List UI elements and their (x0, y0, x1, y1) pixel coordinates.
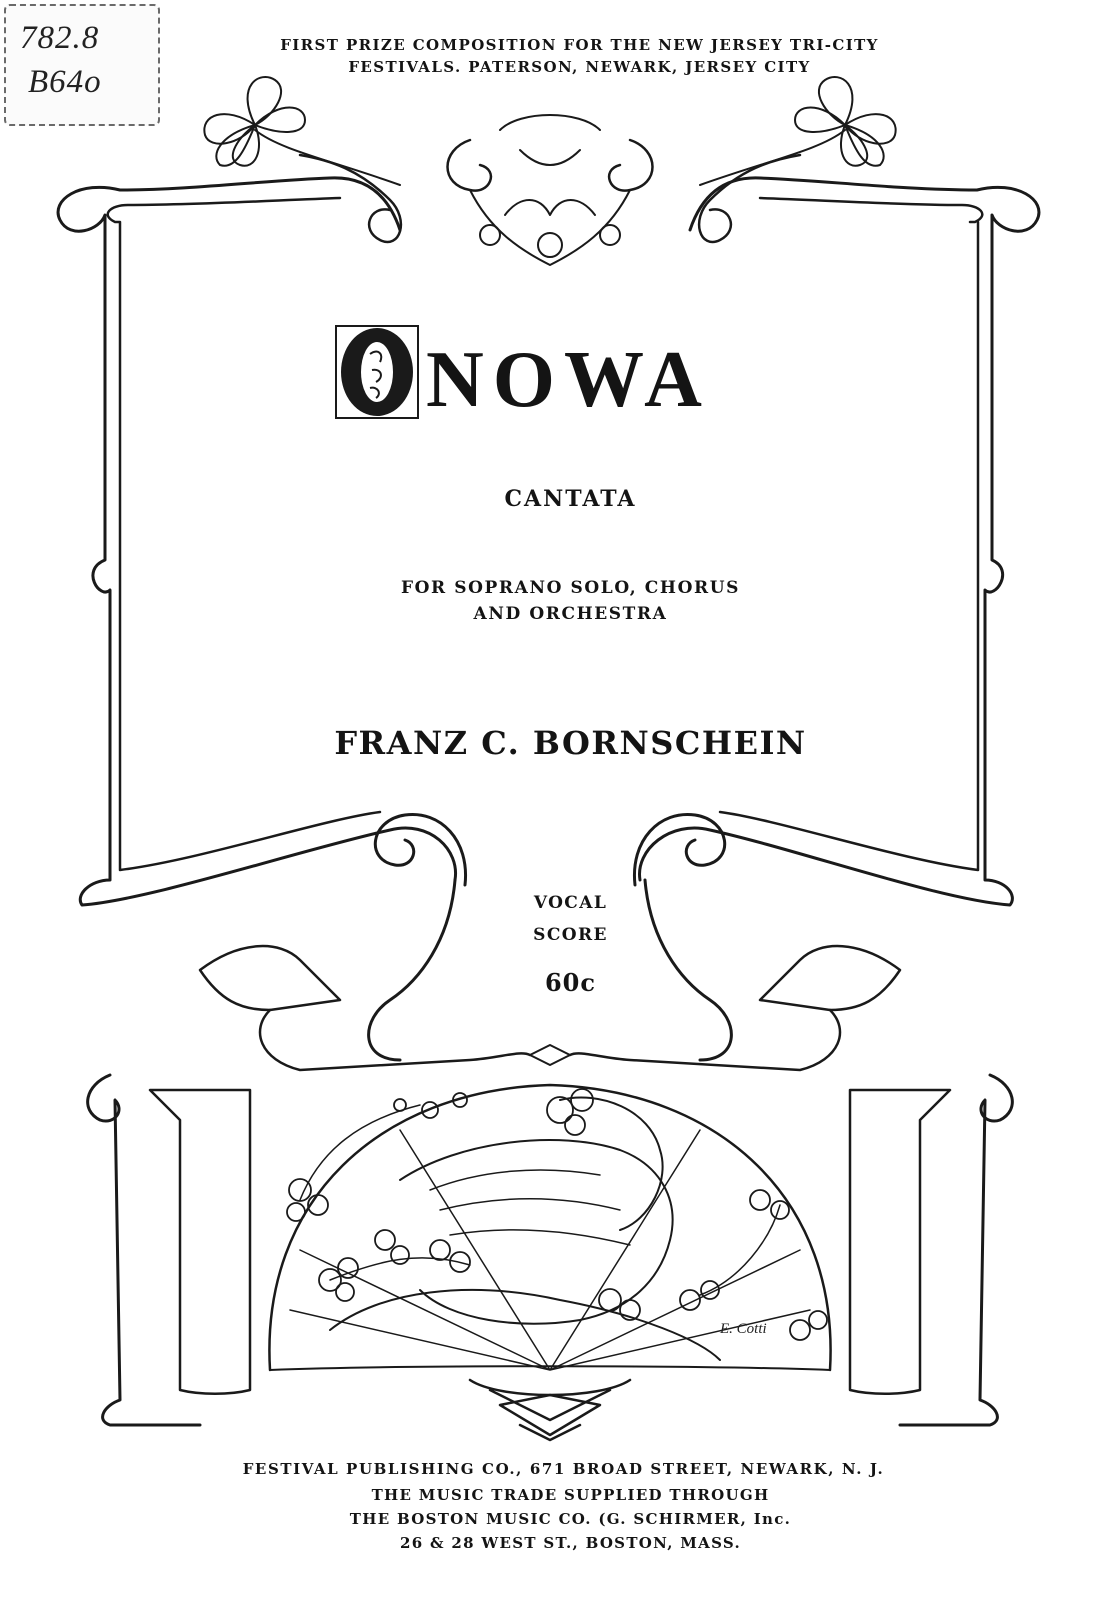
decorated-initial-box (334, 324, 420, 420)
work-genre: CANTATA (504, 486, 637, 512)
prize-note-line-1: FIRST PRIZE COMPOSITION FOR THE NEW JERSEY TRI-CITY (280, 36, 879, 54)
frame-inner-line (108, 198, 983, 870)
edition-line-2: SCORE (533, 925, 608, 945)
publisher-line-2: THE MUSIC TRADE SUPPLIED THROUGH (371, 1486, 770, 1504)
work-title (334, 320, 711, 424)
illustrator-signature: E. Cotti (720, 1321, 767, 1337)
call-number-line-2: B64o (28, 64, 102, 100)
decorated-initial (334, 324, 420, 420)
publisher-line-1: FESTIVAL PUBLISHING CO., 671 BROAD STREET, NEWARK, N. J. (242, 1460, 885, 1478)
illustration-panel (88, 1075, 1013, 1440)
publisher-line-3: THE BOSTON MUSIC CO. (G. SCHIRMER, Inc. (349, 1510, 792, 1528)
title-text: NOWA (426, 336, 711, 424)
prize-note-line-2: FESTIVALS. PATERSON, NEWARK, JERSEY CITY (348, 58, 811, 76)
call-number-line-1: 782.8 (20, 20, 100, 56)
price: 60c (544, 968, 596, 997)
scoring-line-2: AND ORCHESTRA (473, 604, 668, 624)
publisher-line-4: 26 & 28 WEST ST., BOSTON, MASS. (399, 1534, 742, 1552)
frame-outer-line (58, 178, 1039, 905)
edition-line-1: VOCAL (533, 893, 608, 913)
scoring-line-1: FOR SOPRANO SOLO, CHORUS (400, 578, 741, 598)
top-crest (204, 77, 895, 265)
composer-name: FRANZ C. BORNSCHEIN (334, 724, 807, 762)
